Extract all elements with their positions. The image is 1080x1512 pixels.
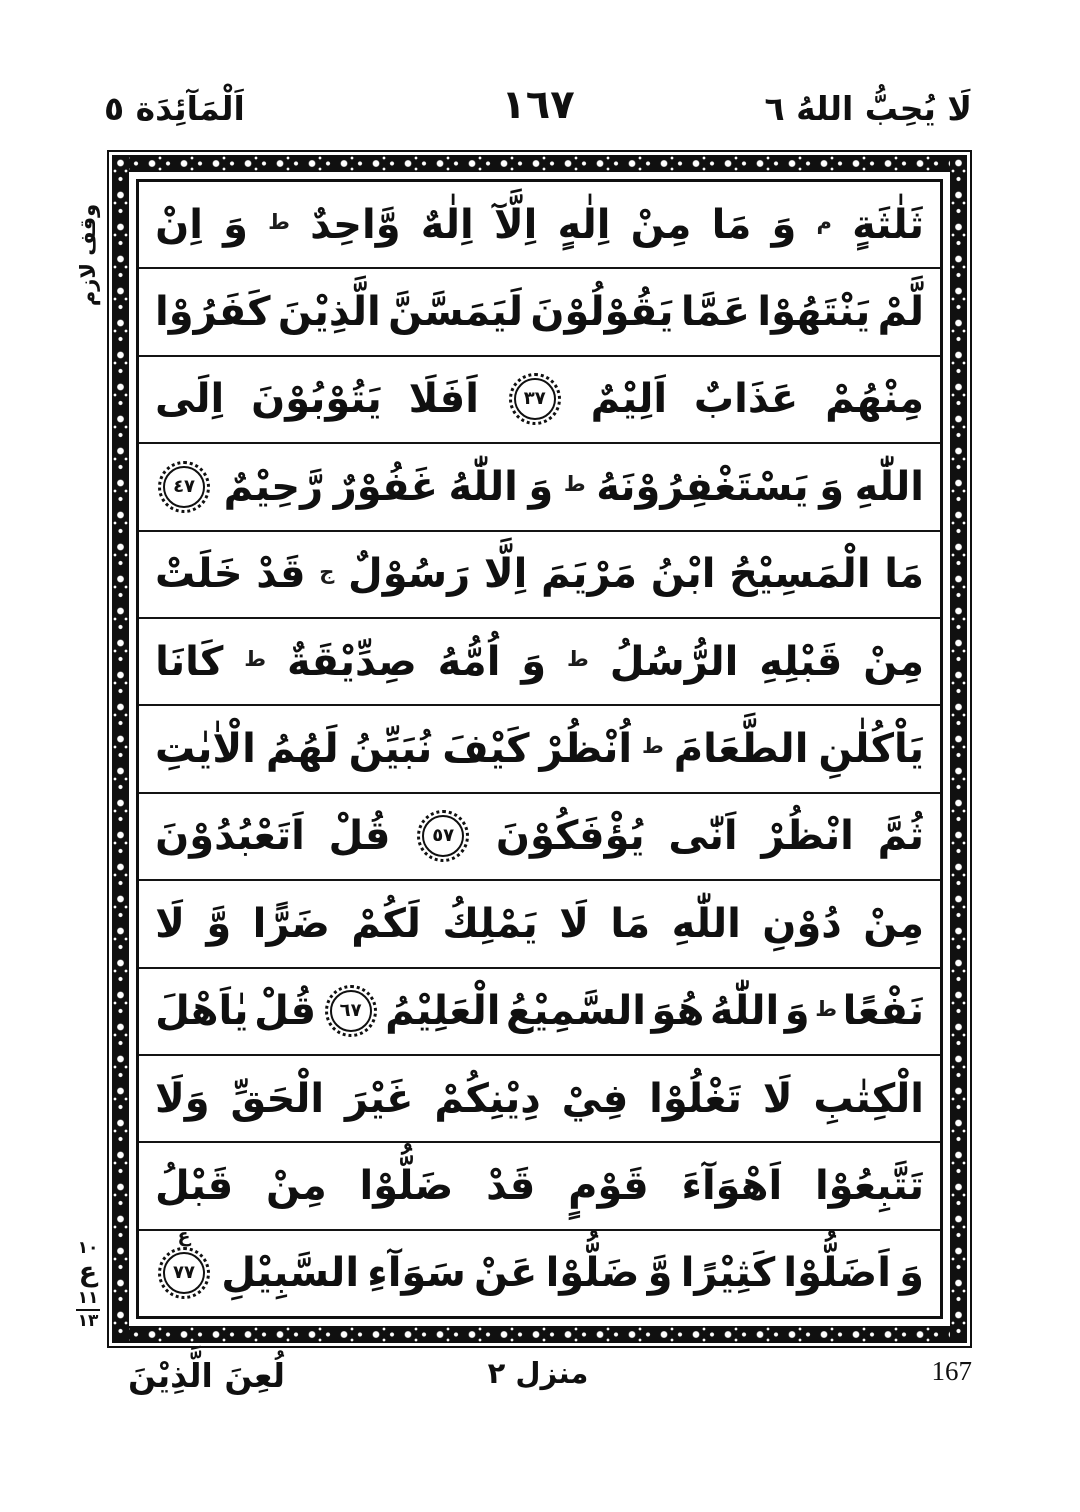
quran-word: وَلَا: [155, 1075, 210, 1122]
surah-title: اَلْمَآئِدَة ٥: [104, 89, 245, 128]
quran-word: لَهُمُ: [265, 726, 339, 773]
quran-word: مَا: [711, 201, 752, 248]
quran-word: الْحَقِّ: [230, 1075, 325, 1122]
quran-word: يَمْلِكُ: [442, 900, 538, 947]
quran-word: قُلْ: [328, 813, 391, 860]
quran-word: وَ: [819, 463, 845, 510]
quran-word: لَا: [559, 900, 589, 947]
ain-symbol: ع: [78, 1257, 98, 1289]
quran-word: وَ: [223, 201, 248, 248]
quran-word: قَدْ: [486, 1162, 536, 1209]
quran-word: الطَّعَامَ: [673, 726, 809, 773]
quran-word: قَدْ: [256, 551, 306, 598]
quran-word: كَثِيْرًا: [680, 1250, 776, 1297]
quran-word: عَمَّا: [680, 289, 751, 336]
quran-word: لَكُمْ: [351, 900, 421, 947]
ayah-end-marker: [163, 466, 205, 508]
quran-word: اِنْ: [155, 201, 203, 248]
quran-word: اَضَلُّوْا: [783, 1250, 891, 1297]
border-ornament-top: [112, 155, 967, 172]
quran-word: فِيْ: [561, 1075, 629, 1122]
waqf-sign: ط: [815, 996, 838, 1021]
quran-word: كَيْفَ: [442, 726, 530, 773]
quran-word: يَسْتَغْفِرُوْنَهُ: [596, 463, 809, 510]
quran-word: هُوَ: [651, 988, 705, 1035]
border-ornament-right: [950, 155, 967, 1343]
quran-word: اُنْظُرْ: [539, 726, 633, 773]
quran-word: تَغْلُوْا: [649, 1075, 742, 1122]
quran-word: الَّذِيْنَ: [277, 289, 381, 336]
quran-word: مِنْ: [266, 1162, 327, 1209]
quran-word: غَفُوْرٌ: [333, 463, 438, 510]
waqf-margin-note: وقف لازم: [76, 203, 100, 307]
quran-word: وَ: [521, 638, 547, 685]
quran-word: اللّٰهُ: [709, 988, 780, 1035]
quran-word: ضَلُّوْا: [545, 1250, 640, 1297]
quran-word: عَنْ: [474, 1250, 538, 1297]
quran-line: [139, 706, 940, 793]
ayah-number: ٦٧: [339, 1000, 362, 1022]
quran-word: نَفْعًا: [842, 988, 924, 1035]
quran-word: دِيْنِكُمْ: [434, 1075, 541, 1122]
quran-word: اللّٰهِ: [854, 463, 924, 510]
quran-word: اللّٰهُ: [448, 463, 518, 510]
quran-word: وَّاحِدٌ: [310, 201, 401, 248]
ayah-end-marker: [514, 378, 556, 420]
quran-word: عَذَابٌ: [693, 376, 799, 423]
quran-word: يَاْكُلٰنِ: [818, 726, 924, 773]
page-frame: [107, 150, 972, 1348]
quran-line: [139, 269, 940, 356]
catchword-next-page: لُعِنَ الَّذِيْنَ: [128, 1356, 286, 1395]
quran-word: كَفَرُوْا: [155, 289, 271, 336]
waqf-sign: ط: [567, 646, 589, 671]
quran-word: لَا: [762, 1075, 793, 1122]
quran-word: الْمَسِيْحُ: [729, 551, 871, 598]
quran-word: غَيْرَ: [344, 1075, 414, 1122]
quran-word: لَيَمَسَّنَّ: [388, 289, 523, 336]
quran-word: السَّمِيْعُ: [506, 988, 646, 1035]
waqf-sign: ط: [268, 210, 290, 234]
quran-line: [139, 969, 940, 1056]
border-ornament-bottom: [112, 1326, 967, 1343]
quran-line: [139, 619, 940, 706]
quran-word: اَلِيْمٌ: [590, 376, 668, 423]
ayah-number: ٧٧: [173, 1262, 196, 1284]
ayah-end-marker: [163, 1230, 205, 1294]
border-ornament-left: [112, 155, 129, 1343]
quran-word: اِلٰهٍ: [557, 201, 611, 248]
quran-word: مَا: [610, 900, 651, 947]
quran-word: رَسُوْلٌ: [348, 551, 471, 598]
quran-word: وَ: [771, 201, 797, 248]
quran-word: مِنْ: [863, 900, 924, 947]
quran-word: وَ: [899, 1250, 924, 1297]
quran-word: كَانَا: [155, 638, 224, 685]
ruku-ayah-count: ١١: [76, 1288, 100, 1311]
quran-word: نُبَيِّنُ: [348, 726, 433, 773]
quran-word: اُمُّهُ: [437, 638, 501, 685]
quran-word: وَّ: [647, 1250, 673, 1297]
quran-word: قَبْلِهِ: [759, 638, 843, 685]
manzil-label: منزل ٢: [487, 1356, 589, 1390]
ayah-end-marker: [422, 815, 464, 857]
quran-word: مِنْهُمْ: [825, 376, 924, 423]
quran-word: وَ: [528, 463, 554, 510]
quran-word: لَّمْ: [877, 289, 924, 336]
quran-word: اِلٰهٌ: [420, 201, 474, 248]
quran-line: [139, 881, 940, 968]
quran-word: الْاٰيٰتِ: [155, 726, 256, 773]
quran-line: [139, 444, 940, 531]
quran-line: [139, 794, 940, 881]
quran-word: يَقُوْلُوْنَ: [530, 289, 674, 336]
quran-word: قَبْلُ: [155, 1162, 234, 1209]
quran-word: ثَلٰثَةٍ: [852, 201, 924, 248]
quran-word: وَ: [784, 988, 810, 1035]
quran-line: [139, 532, 940, 619]
quran-word: ثُمَّ: [877, 813, 924, 860]
quran-word: صِدِّيْقَةٌ: [286, 638, 417, 685]
ayah-end-marker: [330, 990, 372, 1032]
quran-word: يٰاَهْلَ: [155, 988, 249, 1035]
quran-line: [139, 1231, 940, 1316]
text-lines: [136, 179, 943, 1319]
page-footer: [104, 1356, 972, 1395]
page-header: [104, 82, 972, 128]
quran-word: اِلَّا: [483, 551, 528, 598]
quran-word: يَنْتَهُوْا: [757, 289, 871, 336]
quran-word: الْعَلِيْمُ: [385, 988, 501, 1035]
quran-line: [139, 182, 940, 269]
quran-word: اِلَّآ: [493, 201, 538, 248]
quran-line: [139, 1056, 940, 1143]
quran-word: ابْنُ: [650, 551, 716, 598]
quran-word: ضَلُّوْا: [359, 1162, 454, 1209]
quran-word: اَهْوَآءَ: [681, 1162, 783, 1209]
quran-word: اَتَعْبُدُوْنَ: [155, 813, 305, 860]
quran-word: مَا: [884, 551, 924, 598]
waqf-sign: ج: [319, 559, 335, 584]
quran-word: السَّبِيْلِ: [221, 1250, 360, 1297]
ruku-end-symbol: ع: [177, 1230, 191, 1248]
quran-word: قُلْ: [254, 988, 317, 1035]
quran-word: تَتَّبِعُوْا: [814, 1162, 924, 1209]
quran-word: مِنْ: [863, 638, 924, 685]
quran-word: اَنّٰى: [668, 813, 738, 860]
quran-word: لَا: [155, 900, 185, 947]
quran-line: [139, 357, 940, 444]
quran-word: خَلَتْ: [155, 551, 243, 598]
waqf-sign: ط: [244, 646, 267, 671]
quran-word: يُؤْفَكُوْنَ: [495, 813, 645, 860]
quran-word: رَّحِيْمٌ: [223, 463, 324, 510]
ruku-juz-number: ١٣: [77, 1310, 99, 1331]
quran-word: سَوَآءِ: [367, 1250, 466, 1297]
page-number: 167: [931, 1356, 972, 1386]
ruku-surah-number: ١٠: [77, 1238, 99, 1258]
ayah-number: ٣٧: [523, 388, 546, 410]
quran-word: الرُّسُلُ: [609, 638, 739, 685]
juz-title: لَا يُحِبُّ اللهُ ٦: [764, 89, 972, 128]
quran-word: دُوْنِ: [762, 900, 842, 947]
quran-line: [139, 1143, 940, 1230]
quran-word: ضَرًّا: [252, 900, 330, 947]
page-number-arabic: ١٦٧: [501, 82, 575, 128]
ruku-margin-marker: [66, 1238, 110, 1332]
quran-word: انْظُرْ: [761, 813, 854, 860]
quran-word: يَتُوْبُوْنَ: [251, 376, 382, 423]
ayah-number: ٤٧: [173, 475, 196, 497]
quran-word: وَّ: [206, 900, 232, 947]
ayah-number: ٥٧: [432, 825, 455, 847]
quran-word: الْكِتٰبِ: [813, 1075, 924, 1122]
quran-word: قَوْمٍ: [568, 1162, 649, 1209]
quran-word: اِلَى: [155, 376, 225, 423]
waqf-sign: م: [816, 210, 832, 234]
quran-word: اَفَلَا: [408, 376, 479, 423]
waqf-sign: ط: [563, 472, 586, 497]
quran-word: مِنْ: [630, 201, 692, 248]
quran-word: اللّٰهِ: [671, 900, 741, 947]
quran-word: مَرْيَمَ: [541, 551, 638, 598]
waqf-sign: ط: [642, 734, 664, 759]
